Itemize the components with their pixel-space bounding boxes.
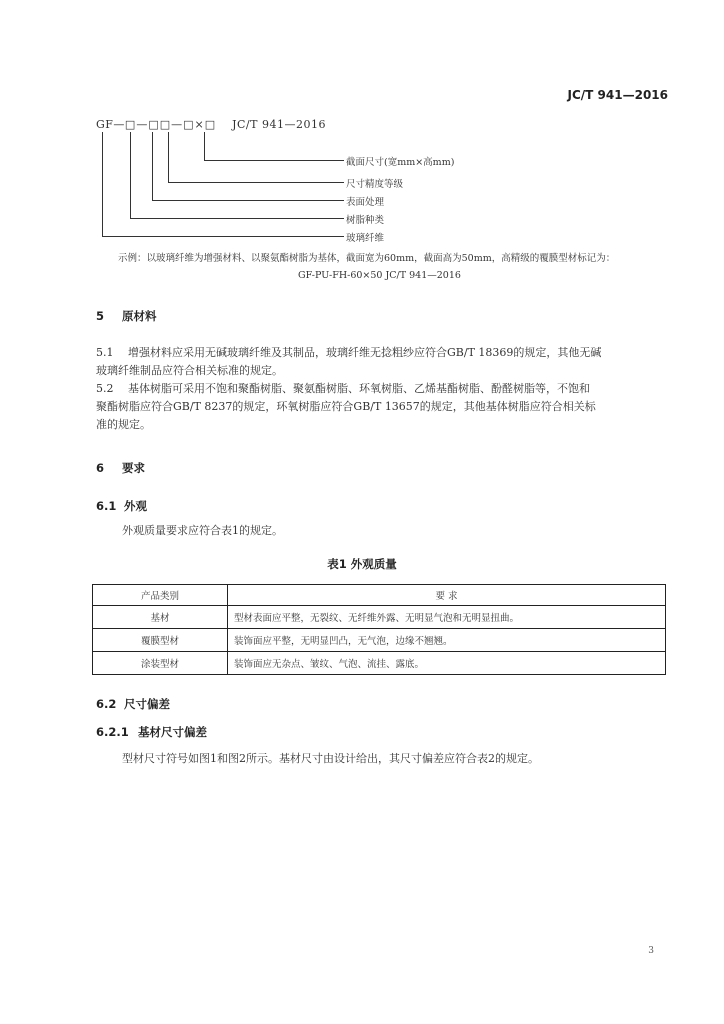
code-standard: JC/T 941—2016 [232, 118, 326, 131]
table-row [93, 606, 666, 629]
clause-5-2 [96, 380, 596, 434]
label-section-size: 截面尺寸(宽mm×高mm) [346, 157, 455, 168]
clause-5-1-number: 5.1 [96, 346, 114, 359]
clause-6-1-text: 外观质量要求应符合表1的规定。 [122, 524, 283, 537]
label-glass-fiber: 玻璃纤维 [346, 233, 385, 244]
clause-6-2-1-title: 基材尺寸偏差 [138, 725, 207, 739]
clause-6-2-title: 尺寸偏差 [124, 697, 170, 711]
code-prefix: GF— [96, 118, 125, 131]
clause-5-1-line2: 玻璃纤维制品应符合相关标准的规定。 [96, 364, 283, 377]
table-row [93, 652, 666, 675]
table-cell-requirement: 型材表面应平整，无裂纹、无纤维外露、无明显气泡和无明显扭曲。 [228, 606, 666, 629]
example-text: 示例：以玻璃纤维为增强材料、以聚氨酯树脂为基体，截面宽为60mm，截面高为50mm，高精级的覆膜型材标记为： [118, 253, 616, 264]
clause-5-2-line1: 基体树脂可采用不饱和聚酯树脂、聚氨酯树脂、环氧树脂、乙烯基酯树脂、酚醛树脂等，不饱和 [128, 382, 590, 395]
code-boxes: □—□□—□×□ [124, 118, 217, 131]
appearance-quality-table [92, 584, 666, 675]
table-cell-category: 覆膜型材 [93, 629, 228, 652]
table-1-caption: 表1 外观质量 [327, 557, 397, 571]
section-5-number: 5 [96, 309, 105, 323]
clause-6-2-1-heading [96, 724, 207, 740]
clause-6-2-heading [96, 696, 170, 712]
clause-5-1-line1: 增强材料应采用无碱玻璃纤维及其制品，玻璃纤维无捻粗纱应符合GB/T 18369的规定，其他无碱 [128, 346, 602, 359]
table-cell-requirement: 装饰面应无杂点、皱纹、气泡、流挂、露底。 [228, 652, 666, 675]
table-header-row [93, 585, 666, 606]
label-precision-grade: 尺寸精度等级 [346, 179, 404, 190]
table-cell-category: 涂装型材 [93, 652, 228, 675]
clause-6-1-number: 6.1 [96, 499, 117, 513]
clause-6-1-title: 外观 [124, 499, 147, 513]
clause-5-2-line3: 准的规定。 [96, 418, 151, 431]
table-row [93, 629, 666, 652]
table-cell-category: 基材 [93, 606, 228, 629]
table-header-category: 产品类别 [93, 585, 228, 606]
section-5-title: 原材料 [122, 309, 157, 323]
clause-5-1 [96, 344, 601, 380]
clause-5-2-line2: 聚酯树脂应符合GB/T 8237的规定，环氧树脂应符合GB/T 13657的规定，其他基体树脂应符合相关标 [96, 400, 596, 413]
clause-6-2-number: 6.2 [96, 697, 117, 711]
table-cell-requirement: 装饰面应平整，无明显凹凸，无气泡，边缘不翘翘。 [228, 629, 666, 652]
page-number: 3 [648, 946, 654, 956]
section-6-number: 6 [96, 461, 105, 475]
example-code: GF-PU-FH-60×50 JC/T 941—2016 [298, 270, 461, 281]
label-resin-type: 树脂种类 [346, 215, 385, 226]
section-5-heading [96, 308, 157, 324]
clause-6-2-1-text: 型材尺寸符号如图1和图2所示。基材尺寸由设计给出，其尺寸偏差应符合表2的规定。 [122, 752, 539, 765]
clause-6-2-1-number: 6.2.1 [96, 725, 129, 739]
section-6-heading [96, 460, 145, 476]
table-header-requirement: 要 求 [228, 585, 666, 606]
standard-number: JC/T 941—2016 [567, 88, 668, 102]
clause-5-2-number: 5.2 [96, 382, 114, 395]
label-surface-treatment: 表面处理 [346, 197, 385, 208]
product-code [96, 118, 326, 131]
section-6-title: 要求 [122, 461, 145, 475]
clause-6-1-heading [96, 498, 147, 514]
